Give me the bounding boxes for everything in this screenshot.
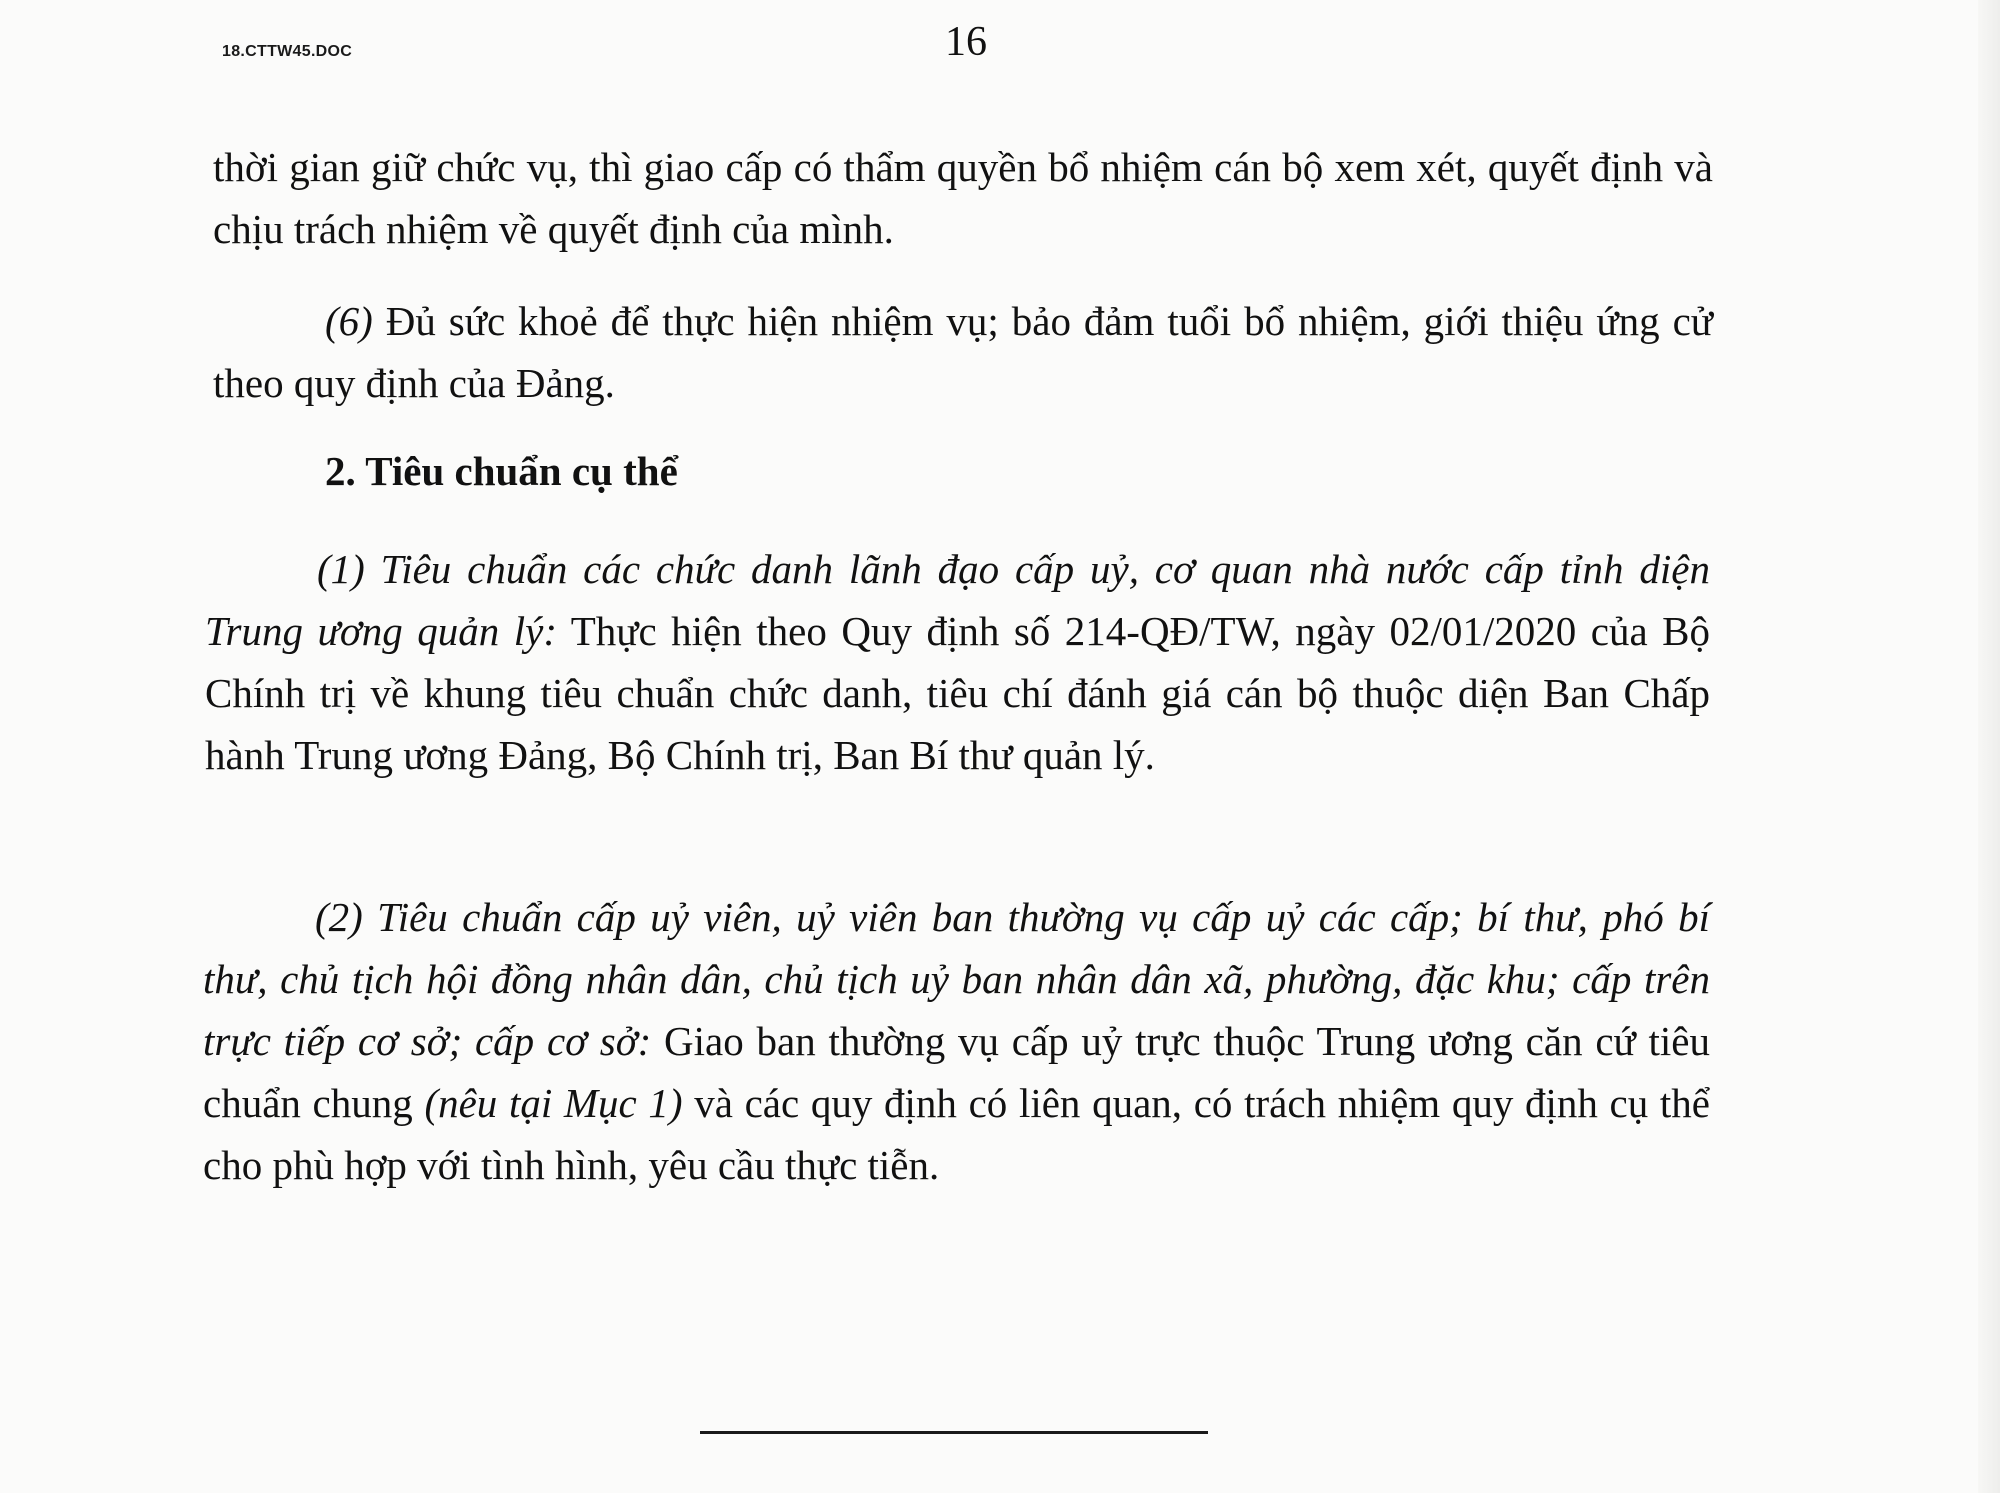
paragraph-text: thời gian giữ chức vụ, thì giao cấp có thẩm quyền bổ nhiệm cán bộ xem xét, quyết định và chịu trách nhiệm về quyết định của mình. (213, 144, 1713, 252)
italic-lead: (2) Tiêu chuẩn cấp uỷ viên, uỷ viên ban thường vụ cấp uỷ các cấp; bí thư, phó bí thư, chủ tịch hội đồng nhân dân, chủ tịch uỷ ban nhân dân xã, phường, đặc khu; cấp trên trực tiếp cơ sở; cấp cơ sở: (203, 894, 1710, 1064)
item-number: (6) (325, 298, 373, 344)
italic-lead: (1) Tiêu chuẩn các chức danh lãnh đạo cấp uỷ, cơ quan nhà nước cấp tỉnh diện Trung ương quản lý: (205, 546, 1710, 654)
paragraph-text: Thực hiện theo Quy định số 214-QĐ/TW, ngày 02/01/2020 của Bộ Chính trị về khung tiêu chuẩn chức danh, tiêu chí đánh giá cán bộ thuộc diện Ban Chấp hành Trung ương Đảng, Bộ Chính trị, Ban Bí thư quản lý. (205, 608, 1710, 778)
page-edge-shadow (1978, 0, 2000, 1493)
italic-reference: (nêu tại Mục 1) (424, 1080, 683, 1126)
document-file-name: 18.CTTW45.DOC (222, 43, 353, 60)
paragraph-item-2 (203, 886, 1710, 1196)
section-heading: 2. Tiêu chuẩn cụ thể (325, 448, 678, 494)
paragraph-text: và các quy định có liên quan, có trách nhiệm quy định cụ thể cho phù hợp với tình hình, yêu cầu thực tiễn. (203, 1080, 1711, 1188)
end-rule-divider (700, 1431, 1208, 1434)
paragraph-item-1 (205, 538, 1710, 786)
paragraph-item-6 (213, 290, 1713, 414)
paragraph-text: Giao ban thường vụ cấp uỷ trực thuộc Trung ương căn cứ tiêu chuẩn chung (203, 1018, 1710, 1126)
paragraph-text: Đủ sức khoẻ để thực hiện nhiệm vụ; bảo đảm tuổi bổ nhiệm, giới thiệu ứng cử theo quy định của Đảng. (213, 298, 1713, 406)
page-number: 16 (945, 19, 987, 65)
paragraph-continuation (213, 136, 1713, 260)
